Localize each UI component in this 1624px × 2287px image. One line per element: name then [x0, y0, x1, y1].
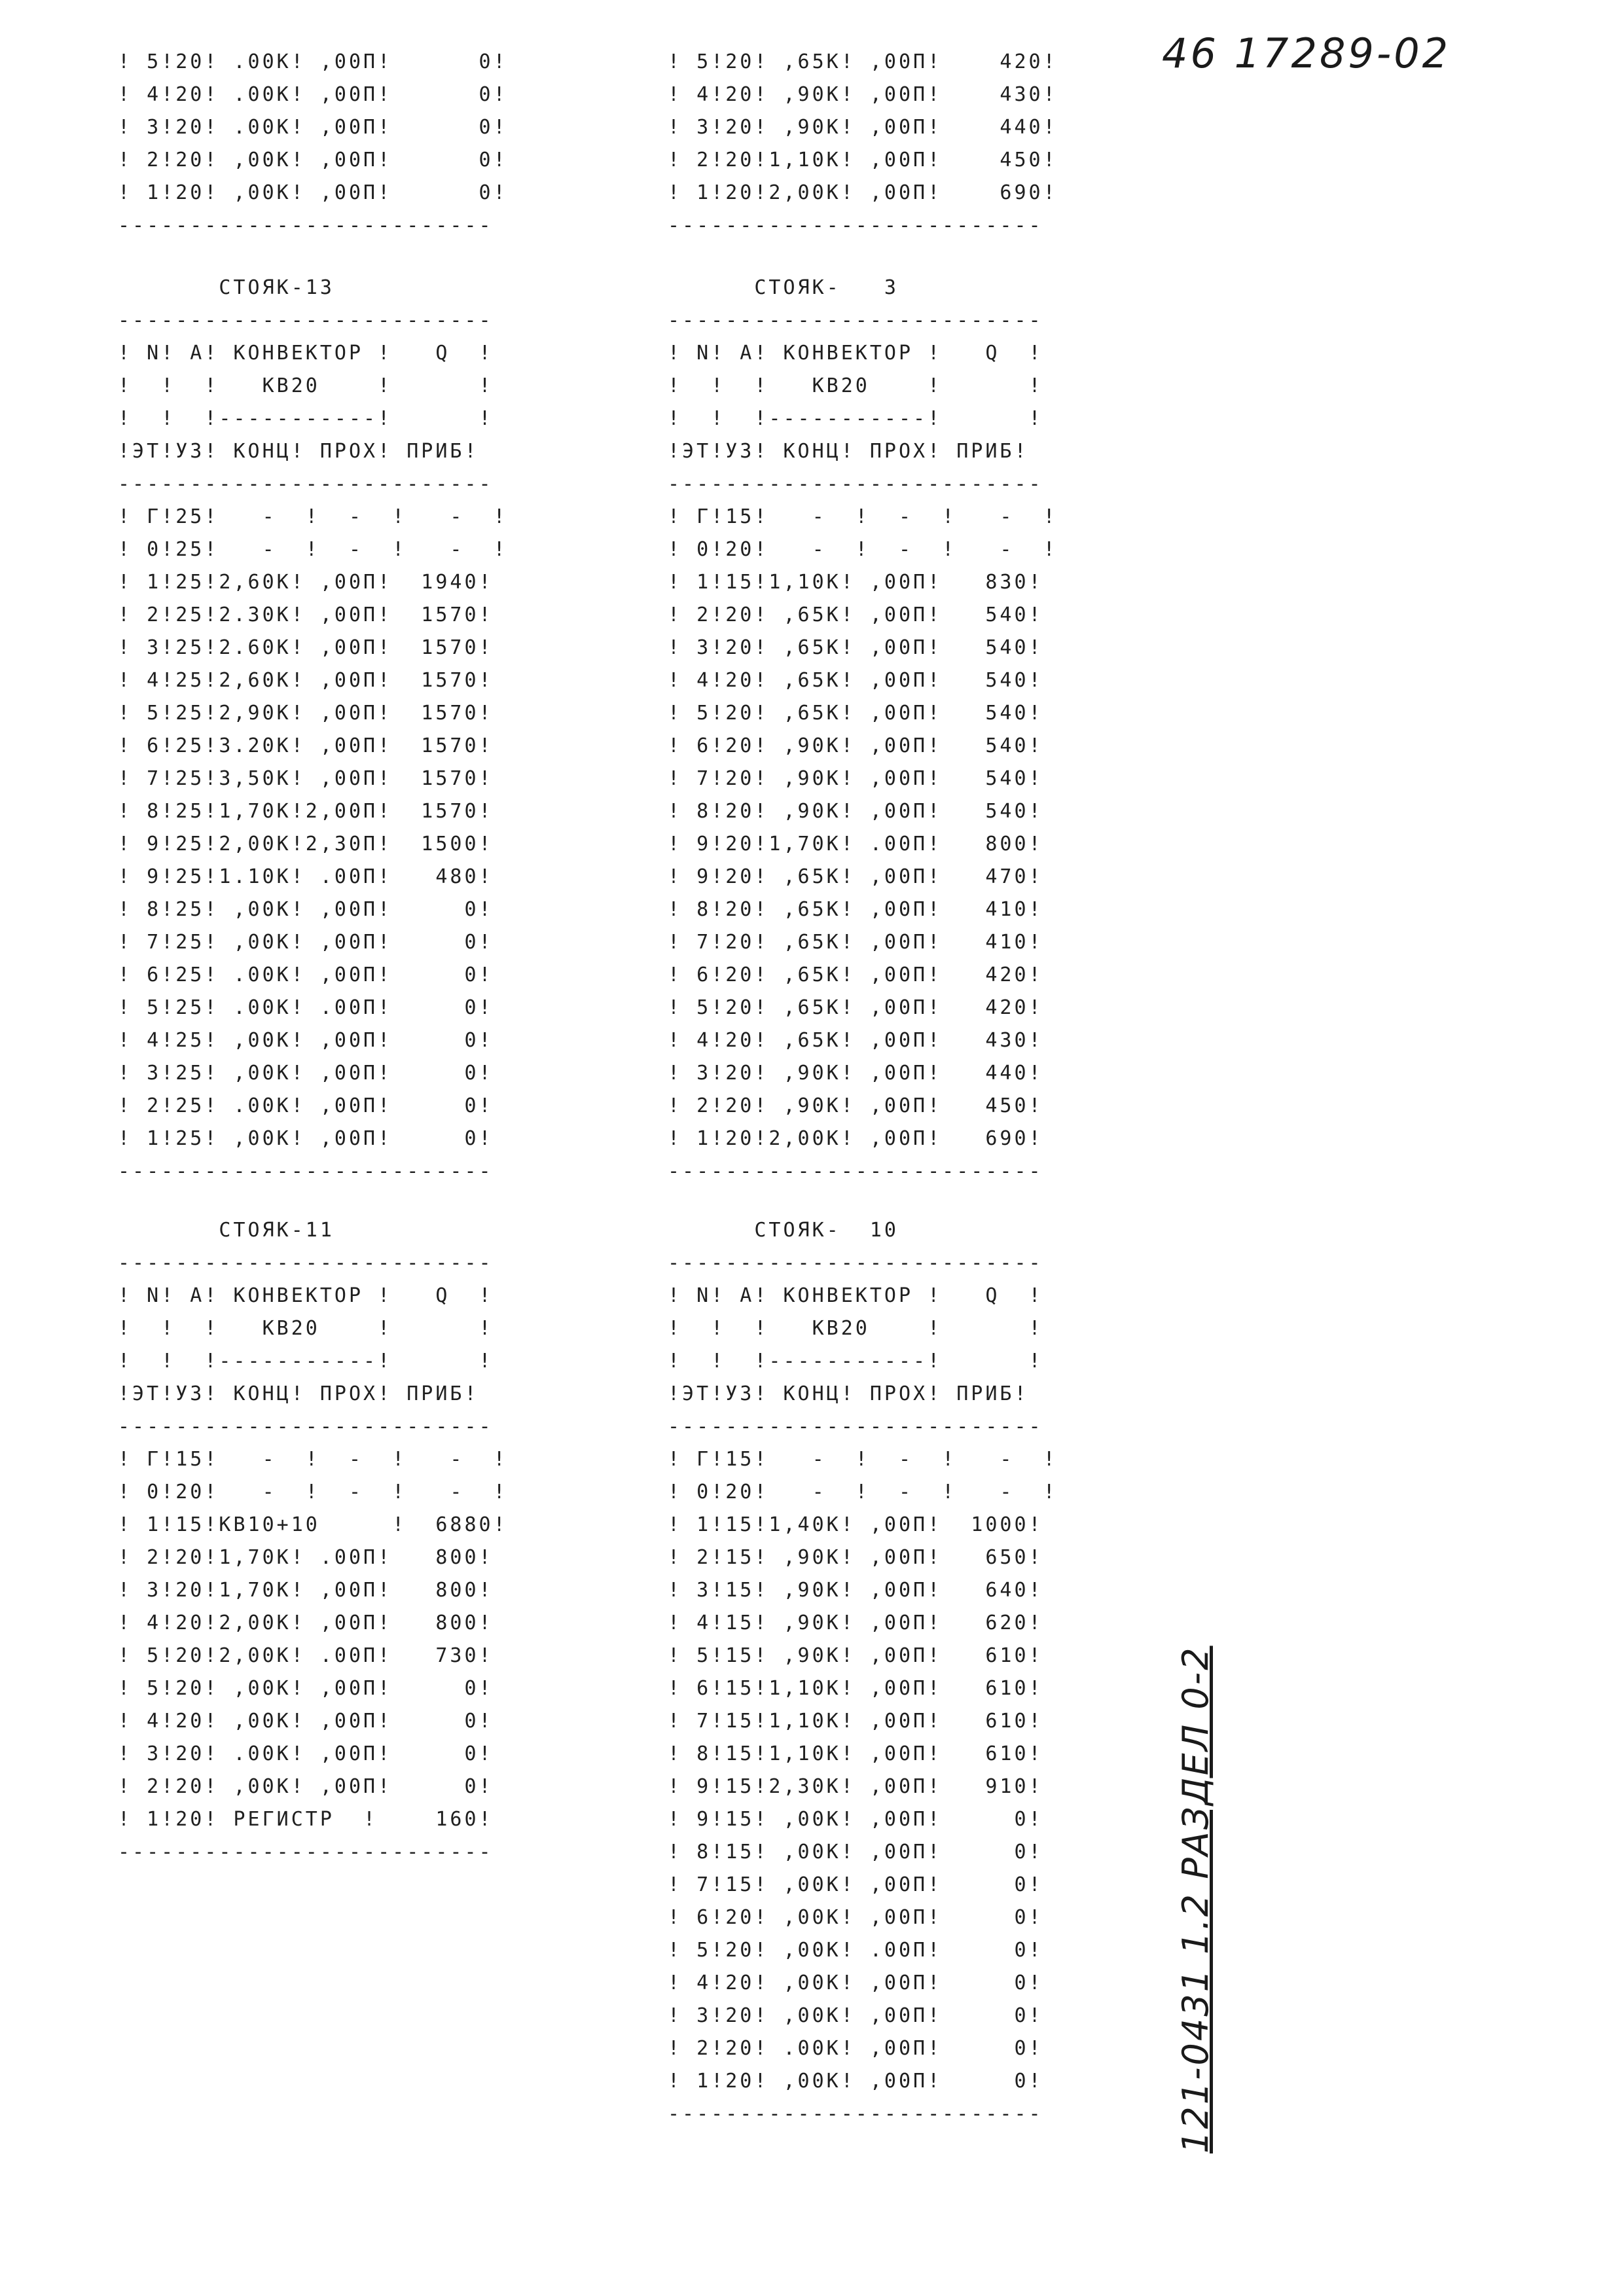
top-right-continuation-table: ! 5!20! ,65K! ,00П! 420! ! 4!20! ,90K! ,00П! 430! ! 3!20! ,90K! ,00П! 440! ! 2!20!1,10K! ,00П! 450! ! 1!20!2,00K! ,00П! 690! -------------------------- — [668, 50, 1058, 237]
riser-13-table: СТОЯК-13 -------------------------- ! N! A! КОНВЕКТОР ! Q ! ! ! ! KB20 ! ! ! ! !-----------! ! !ЭТ!УЗ! КОНЦ! ПРОХ! ПРИБ! -------------------------- ! Г!25! - ! - ! - ! ! 0!25! - ! - ! - ! ! 1!25!2,60K! ,00П! 1940! ! 2!25!2.30K! ,00П! 1570! ! 3!25!2.60K! ,00П! 1570! ! 4!25!2,60K! ,00П! 1570! ! 5!25!2,90K! ,00П! 1570! ! 6!25!3.20K! ,00П! 1570! ! 7!25!3,50K! ,00П! 1570! ! 8!25!1,70K!2,00П! 1570! ! 9!25!2,00K!2,30П! 1500! ! 9!25!1.10K! .00П! 480! ! 8!25! ,00K! ,00П! 0! ! 7!25! ,00K! ,00П! 0! ! 6!25! .00K! ,00П! 0! ! 5!25! .00K! .00П! 0! ! 4!25! ,00K! ,00П! 0! ! 3!25! ,00K! ,00П! 0! ! 2!25! .00K! ,00П! 0! ! 1!25! ,00K! ,00П! 0! -------------------------- — [118, 276, 508, 1183]
riser-11-table: СТОЯК-11 -------------------------- ! N! A! КОНВЕКТОР ! Q ! ! ! ! KB20 ! ! ! ! !-----------! ! !ЭТ!УЗ! КОНЦ! ПРОХ! ПРИБ! -------------------------- ! Г!15! - ! - ! - ! ! 0!20! - ! - ! - ! ! 1!15!KB10+10 ! 6880! ! 2!20!1,70K! .00П! 800! ! 3!20!1,70K! ,00П! 800! ! 4!20!2,00K! ,00П! 800! ! 5!20!2,00K! .00П! 730! ! 5!20! ,00K! ,00П! 0! ! 4!20! ,00K! ,00П! 0! ! 3!20! .00K! ,00П! 0! ! 2!20! ,00K! ,00П! 0! ! 1!20! РЕГИСТР ! 160! -------------------------- — [118, 1219, 508, 1864]
riser-10-table: СТОЯК- 10 -------------------------- ! N! A! КОНВЕКТОР ! Q ! ! ! ! KB20 ! ! ! ! !-----------! ! !ЭТ!УЗ! КОНЦ! ПРОХ! ПРИБ! -------------------------- ! Г!15! - ! - ! - ! ! 0!20! - ! - ! - ! ! 1!15!1,40K! ,00П! 1000! ! 2!15! ,90K! ,00П! 650! ! 3!15! ,90K! ,00П! 640! ! 4!15! ,90K! ,00П! 620! ! 5!15! ,90K! ,00П! 610! ! 6!15!1,10K! ,00П! 610! ! 7!15!1,10K! ,00П! 610! ! 8!15!1,10K! ,00П! 610! ! 9!15!2,30K! ,00П! 910! ! 9!15! ,00K! ,00П! 0! ! 8!15! ,00K! ,00П! 0! ! 7!15! ,00K! ,00П! 0! ! 6!20! ,00K! ,00П! 0! ! 5!20! ,00K! .00П! 0! ! 4!20! ,00K! ,00П! 0! ! 3!20! ,00K! ,00П! 0! ! 2!20! .00K! ,00П! 0! ! 1!20! ,00K! ,00П! 0! -------------------------- — [668, 1219, 1058, 2125]
handwritten-sheet-number: 46 17289-02 — [1162, 29, 1451, 77]
top-left-continuation-table: ! 5!20! .00K! ,00П! 0! ! 4!20! .00K! ,00П! 0! ! 3!20! .00K! ,00П! 0! ! 2!20! ,00K! ,00П! 0! ! 1!20! ,00K! ,00П! 0! -------------------------- — [118, 50, 508, 237]
handwritten-section-note: 121-0431 1.2 РАЗДЕЛ 0-2 — [1175, 1646, 1216, 2153]
riser-3-table: СТОЯК- 3 -------------------------- ! N! A! КОНВЕКТОР ! Q ! ! ! ! KB20 ! ! ! ! !-----------! ! !ЭТ!УЗ! КОНЦ! ПРОХ! ПРИБ! -------------------------- ! Г!15! - ! - ! - ! ! 0!20! - ! - ! - ! ! 1!15!1,10K! ,00П! 830! ! 2!20! ,65K! ,00П! 540! ! 3!20! ,65K! ,00П! 540! ! 4!20! ,65K! ,00П! 540! ! 5!20! ,65K! ,00П! 540! ! 6!20! ,90K! ,00П! 540! ! 7!20! ,90K! ,00П! 540! ! 8!20! ,90K! ,00П! 540! ! 9!20!1,70K! .00П! 800! ! 9!20! ,65K! ,00П! 470! ! 8!20! ,65K! ,00П! 410! ! 7!20! ,65K! ,00П! 410! ! 6!20! ,65K! ,00П! 420! ! 5!20! ,65K! ,00П! 420! ! 4!20! ,65K! ,00П! 430! ! 3!20! ,90K! ,00П! 440! ! 2!20! ,90K! ,00П! 450! ! 1!20!2,00K! ,00П! 690! -------------------------- — [668, 276, 1058, 1183]
